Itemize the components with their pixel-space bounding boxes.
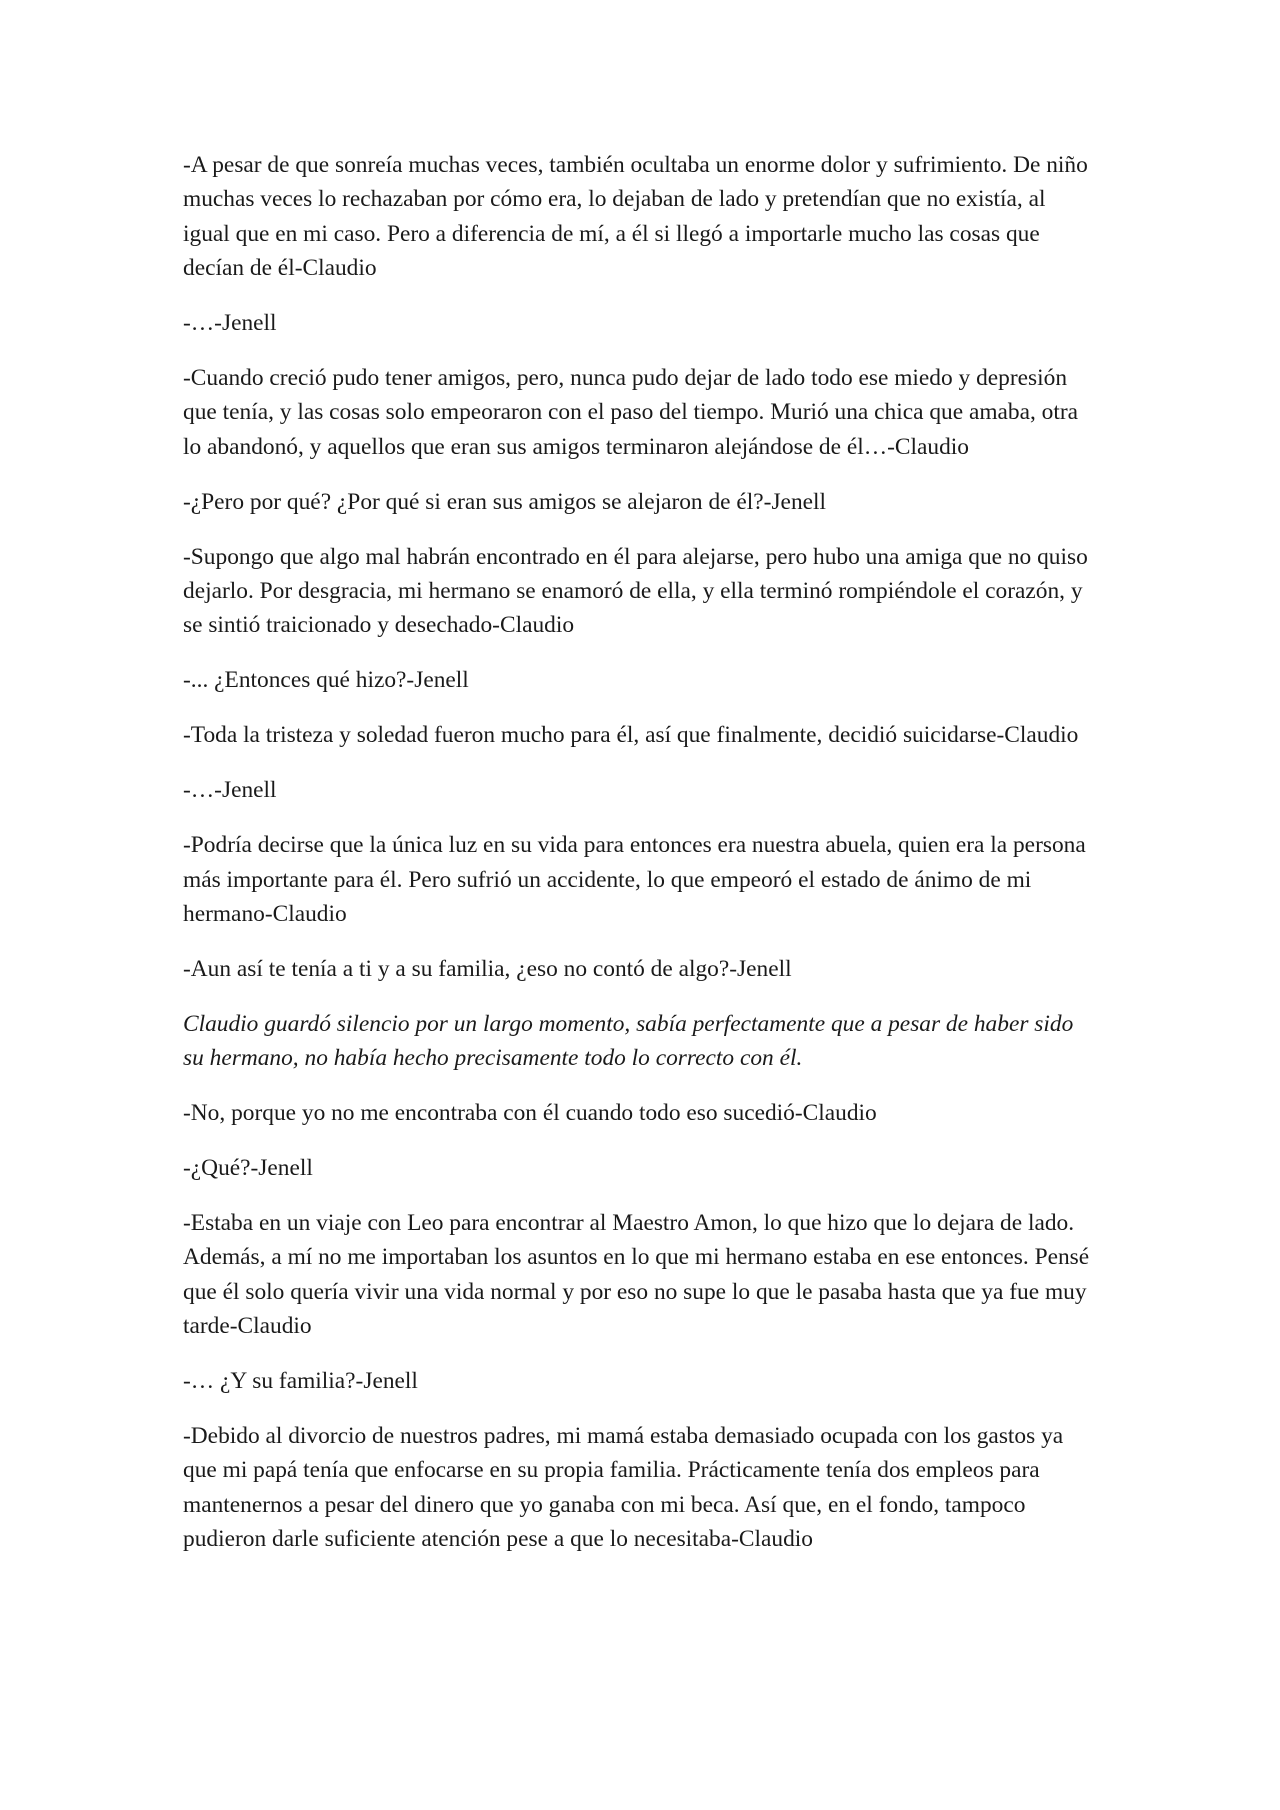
document-body	[183, 148, 1098, 1577]
dialogue-paragraph: -Cuando creció pudo tener amigos, pero, nunca pudo dejar de lado todo ese miedo y depresión que tenía, y las cosas solo empeoraron con el paso del tiempo. Murió una chica que amaba, otra lo abandonó, y aquellos que eran sus amigos terminaron alejándose de él…-Claudio	[183, 365, 1079, 460]
dialogue-paragraph: -Podría decirse que la única luz en su vida para entonces era nuestra abuela, quien era la persona más importante para él. Pero sufrió un accidente, lo que empeoró el estado de ánimo de mi hermano-Claudio	[183, 832, 1086, 927]
narration-paragraph: Claudio guardó silencio por un largo momento, sabía perfectamente que a pesar de haber sido su hermano, no había hecho precisamente todo lo correcto con él.	[183, 1010, 1074, 1072]
dialogue-paragraph: -Aun así te tenía a ti y a su familia, ¿eso no contó de algo?-Jenell	[183, 955, 792, 982]
dialogue-paragraph: -¿Qué?-Jenell	[183, 1154, 313, 1181]
dialogue-paragraph: -…-Jenell	[183, 777, 277, 804]
dialogue-paragraph: -... ¿Entonces qué hizo?-Jenell	[183, 667, 469, 694]
dialogue-paragraph: -¿Pero por qué? ¿Por qué si eran sus amigos se alejaron de él?-Jenell	[183, 488, 827, 515]
dialogue-paragraph: -Debido al divorcio de nuestros padres, mi mamá estaba demasiado ocupada con los gastos ya que mi papá tenía que enfocarse en su propia familia. Prácticamente tenía dos empleos para mantenernos a pesar del dinero que yo ganaba con mi beca. Así que, en el fondo, tampoco pudieron darle suficiente atención pese a que lo necesitaba-Claudio	[183, 1422, 1064, 1553]
dialogue-paragraph: -A pesar de que sonreía muchas veces, también ocultaba un enorme dolor y sufrimiento. De niño muchas veces lo rechazaban por cómo era, lo dejaban de lado y pretendían que no existía, al igual que en mi caso. Pero a diferencia de mí, a él si llegó a importarle mucho las cosas que decían de él-Claudio	[183, 152, 1088, 282]
dialogue-paragraph: -No, porque yo no me encontraba con él cuando todo eso sucedió-Claudio	[183, 1100, 877, 1127]
dialogue-paragraph: -… ¿Y su familia?-Jenell	[183, 1367, 418, 1394]
dialogue-paragraph: -Estaba en un viaje con Leo para encontrar al Maestro Amon, lo que hizo que lo dejara de lado. Además, a mí no me importaban los asuntos en lo que mi hermano estaba en ese entonces. Pensé que él solo quería vivir una vida normal y por eso no supe lo que le pasaba hasta que ya fue muy tarde-Claudio	[183, 1209, 1090, 1340]
dialogue-paragraph: -Supongo que algo mal habrán encontrado en él para alejarse, pero hubo una amiga que no quiso dejarlo. Por desgracia, mi hermano se enamoró de ella, y ella terminó rompiéndole el corazón, y se sintió traicionado y desechado-Claudio	[183, 543, 1088, 639]
dialogue-paragraph: -…-Jenell	[183, 310, 277, 337]
dialogue-paragraph: -Toda la tristeza y soledad fueron mucho para él, así que finalmente, decidió suicidarse-Claudio	[183, 722, 1079, 749]
